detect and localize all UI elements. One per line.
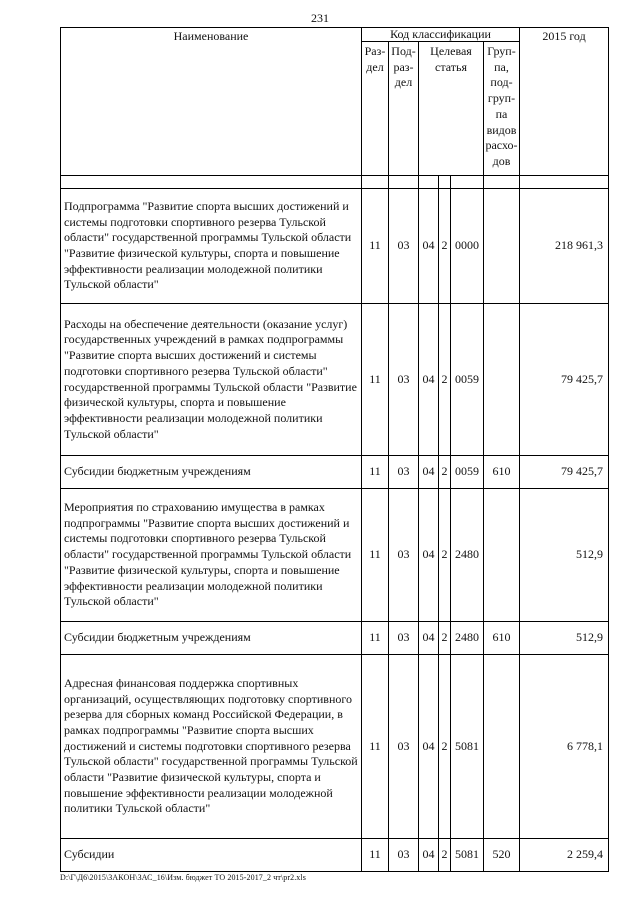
- row-cs-direction: 5081: [451, 655, 484, 839]
- row-cs-subprogram: 2: [439, 655, 451, 839]
- row-cs-direction: 0000: [451, 189, 484, 304]
- row-amount: 79 425,7: [520, 456, 609, 489]
- row-cs-subprogram: 2: [439, 622, 451, 655]
- table-row: [61, 655, 609, 839]
- row-name: Субсидии: [61, 839, 362, 872]
- header-podrazdel: Под-раз-дел: [389, 42, 419, 176]
- row-cs-program: 04: [419, 189, 439, 304]
- row-cs-program: 04: [419, 489, 439, 622]
- row-cs-program: 04: [419, 839, 439, 872]
- row-amount: 218 961,3: [520, 189, 609, 304]
- row-cs-subprogram: 2: [439, 839, 451, 872]
- header-spacer-row: [61, 176, 609, 189]
- row-razdel: 11: [362, 655, 389, 839]
- row-cs-direction: 5081: [451, 839, 484, 872]
- row-name: Субсидии бюджетным учреждениям: [61, 456, 362, 489]
- footer-file-path: D:\Г\Д6\2015\ЗАКОН\ЗАС_16\Изм. бюджет ТО 2015-2017_2 чт\pr2.xls: [60, 873, 306, 882]
- row-amount: 512,9: [520, 622, 609, 655]
- page-number: 231: [311, 11, 329, 25]
- row-vid: [484, 489, 520, 622]
- row-podrazdel: 03: [389, 304, 419, 456]
- row-podrazdel: 03: [389, 622, 419, 655]
- row-vid: 520: [484, 839, 520, 872]
- row-razdel: 11: [362, 304, 389, 456]
- row-cs-subprogram: 2: [439, 456, 451, 489]
- row-podrazdel: 03: [389, 655, 419, 839]
- row-cs-subprogram: 2: [439, 489, 451, 622]
- table-row: [61, 304, 609, 456]
- row-cs-program: 04: [419, 622, 439, 655]
- row-cs-direction: 0059: [451, 456, 484, 489]
- header-classification: Код классификации: [362, 28, 520, 42]
- row-razdel: 11: [362, 839, 389, 872]
- row-cs-program: 04: [419, 655, 439, 839]
- row-cs-direction: 2480: [451, 622, 484, 655]
- row-name: Расходы на обеспечение деятельности (оказание услуг) государственных учреждений в рамках подпрограммы "Развитие спорта высших достижений и системы подготовки спортивного резерва Тульской области" государственной программы Тульской области "Развитие физической культуры, спорта и повышение эффективности реализации молодежной политики Тульской области": [61, 304, 362, 456]
- row-vid: [484, 189, 520, 304]
- table-header: [61, 28, 609, 189]
- row-cs-program: 04: [419, 456, 439, 489]
- row-cs-direction: 0059: [451, 304, 484, 456]
- row-name: Подпрограмма "Развитие спорта высших достижений и системы подготовки спортивного резерва Тульской области" государственной программы Тульской области "Развитие физической культуры, спорта и повышение эффективности реализации молодежной политики Тульской области": [61, 189, 362, 304]
- table-row: [61, 622, 609, 655]
- header-gruppa-vidov: Груп-па, под-груп-па видов расхо-дов: [484, 42, 520, 176]
- row-name: Мероприятия по страхованию имущества в рамках подпрограммы "Развитие спорта высших достижений и системы подготовки спортивного резерва Тульской области" государственной программы Тульской области "Развитие физической культуры, спорта и повышение эффективности реализации молодежной политики Тульской области": [61, 489, 362, 622]
- row-amount: 512,9: [520, 489, 609, 622]
- row-vid: [484, 655, 520, 839]
- table-row: [61, 456, 609, 489]
- row-podrazdel: 03: [389, 839, 419, 872]
- row-razdel: 11: [362, 189, 389, 304]
- header-celevaya-statya: Целевая статья: [419, 42, 484, 176]
- budget-table: [60, 27, 609, 872]
- table-row: [61, 489, 609, 622]
- row-amount: 6 778,1: [520, 655, 609, 839]
- row-cs-program: 04: [419, 304, 439, 456]
- table-row: [61, 839, 609, 872]
- row-cs-subprogram: 2: [439, 304, 451, 456]
- header-razdel: Раз-дел: [362, 42, 389, 176]
- row-name: Субсидии бюджетным учреждениям: [61, 622, 362, 655]
- row-podrazdel: 03: [389, 189, 419, 304]
- row-razdel: 11: [362, 456, 389, 489]
- row-amount: 2 259,4: [520, 839, 609, 872]
- row-name: Адресная финансовая поддержка спортивных организаций, осуществляющих подготовку спортивного резерва для сборных команд Российской Федерации, в рамках подпрограммы "Развитие спорта высших достижений и системы подготовки спортивного резерва Тульской области" государственной программы Тульской области "Развитие физической культуры, спорта и повышение эффективности реализации молодежной политики Тульской области": [61, 655, 362, 839]
- row-amount: 79 425,7: [520, 304, 609, 456]
- header-name: Наименование: [61, 28, 362, 176]
- header-year: 2015 год: [520, 28, 609, 176]
- row-vid: [484, 304, 520, 456]
- row-vid: 610: [484, 456, 520, 489]
- row-podrazdel: 03: [389, 489, 419, 622]
- row-cs-direction: 2480: [451, 489, 484, 622]
- row-razdel: 11: [362, 622, 389, 655]
- table-row: [61, 189, 609, 304]
- row-podrazdel: 03: [389, 456, 419, 489]
- row-razdel: 11: [362, 489, 389, 622]
- row-vid: 610: [484, 622, 520, 655]
- row-cs-subprogram: 2: [439, 189, 451, 304]
